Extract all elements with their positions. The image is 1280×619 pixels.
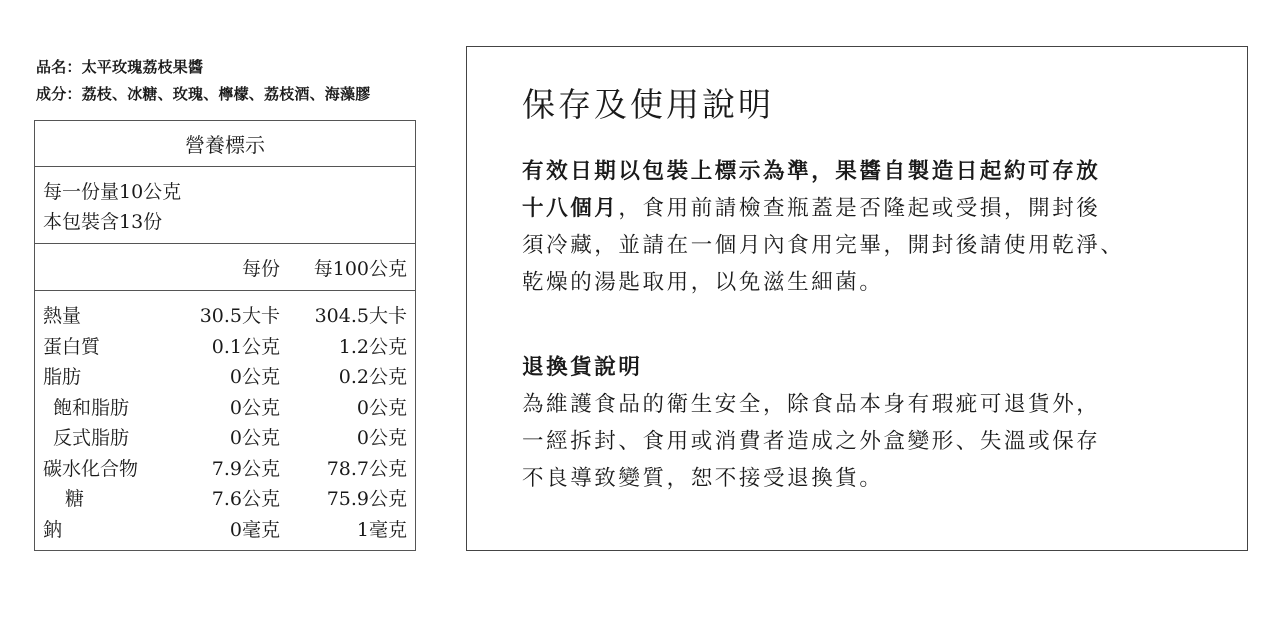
- instructions-title: 保存及使用說明: [522, 85, 774, 124]
- serving-info: [35, 167, 415, 244]
- nutrient-per-100g: 78.7公克: [326, 457, 407, 480]
- storage-line: 須冷藏，並請在一個月內食用完畢，開封後請使用乾淨、: [522, 233, 1125, 258]
- storage-text: ，食用前請檢查瓶蓋是否隆起或受損，開封後: [618, 196, 1101, 221]
- nutrient-name: 碳水化合物: [43, 457, 139, 480]
- storage-emphasis: 十八個月: [522, 196, 619, 221]
- nutrient-per-serving: 0公克: [229, 427, 280, 449]
- nutrition-table: [34, 120, 416, 551]
- nutrition-title: 營養標示: [35, 121, 415, 167]
- returns-title: 退換貨說明: [522, 355, 643, 380]
- storage-line: 乾燥的湯匙取用，以免滋生細菌。: [522, 270, 884, 295]
- instructions-box: [466, 46, 1248, 551]
- nutrient-per-100g: 0公克: [356, 396, 407, 419]
- nutrient-row: [35, 423, 415, 454]
- nutrient-per-100g: 0.2公克: [338, 366, 407, 388]
- nutrient-row: [35, 393, 415, 424]
- returns-line: 一經拆封、食用或消費者造成之外盒變形、失溫或保存: [522, 429, 1101, 454]
- storage-line: [522, 190, 1237, 227]
- nutrient-per-serving: 0公克: [229, 396, 280, 419]
- nutrient-per-serving: 30.5大卡: [199, 305, 280, 327]
- product-name: 品名：太平玫瑰荔枝果醬: [36, 58, 204, 76]
- nutrient-per-100g: 1.2公克: [338, 335, 407, 358]
- nutrient-name: 飽和脂肪: [53, 396, 130, 419]
- section-spacer: [522, 301, 1237, 349]
- nutrition-column-header: [35, 244, 415, 291]
- nutrient-name: 脂肪: [43, 366, 82, 388]
- storage-emphasis: 有效日期以包裝上標示為準，果醬自製造日起約可存放: [522, 159, 1101, 184]
- nutrient-row: [35, 454, 415, 485]
- nutrient-row: [35, 332, 415, 363]
- nutrient-per-100g: 0公克: [356, 427, 407, 449]
- serving-size: 每一份量10公克: [43, 181, 182, 203]
- nutrient-row: [35, 484, 415, 515]
- nutrient-per-serving: 7.9公克: [211, 457, 280, 480]
- servings-per-package: 本包裝含13份: [43, 211, 163, 233]
- nutrient-name: 熱量: [43, 305, 82, 327]
- column-per-serving: 每份: [241, 258, 280, 280]
- returns-line: 不良導致變質，恕不接受退換貨。: [522, 466, 884, 491]
- nutrient-rows: [35, 291, 415, 545]
- nutrient-per-100g: 1毫克: [356, 518, 407, 541]
- nutrient-per-serving: 7.6公克: [211, 488, 280, 510]
- column-per-100g: 每100公克: [313, 258, 407, 280]
- instructions-body: [522, 153, 1237, 497]
- nutrient-per-serving: 0毫克: [229, 518, 280, 541]
- returns-line: 為維護食品的衛生安全，除食品本身有瑕疵可退貨外，: [522, 392, 1101, 417]
- nutrient-name: 鈉: [43, 518, 63, 541]
- nutrient-row: [35, 301, 415, 332]
- storage-line: [522, 153, 1237, 190]
- product-info: [36, 54, 370, 108]
- nutrient-per-100g: 75.9公克: [326, 488, 407, 510]
- nutrient-per-100g: 304.5大卡: [314, 305, 407, 327]
- product-ingredients: 成分：荔枝、冰糖、玫瑰、檸檬、荔枝酒、海藻膠: [36, 85, 371, 103]
- nutrient-row: [35, 515, 415, 546]
- nutrient-name: 蛋白質: [43, 335, 101, 358]
- nutrient-row: [35, 362, 415, 393]
- nutrient-per-serving: 0.1公克: [211, 335, 280, 358]
- nutrient-per-serving: 0公克: [229, 366, 280, 388]
- nutrient-name: 糖: [65, 488, 85, 510]
- nutrient-name: 反式脂肪: [53, 427, 130, 449]
